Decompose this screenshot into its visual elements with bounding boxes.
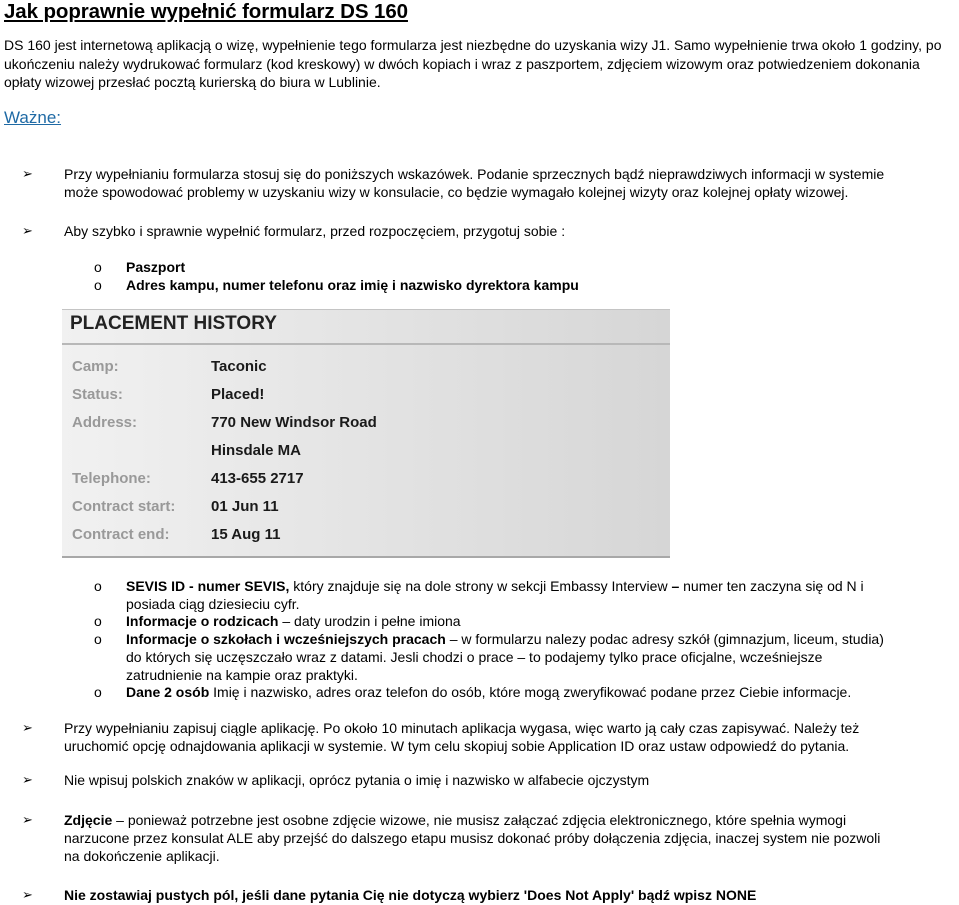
- bullet-text: Przy wypełnianiu formularza stosuj się do poniższych wskazówek. Podanie sprzecznych bądź nieprawdziwych informacji w systemie: [64, 166, 885, 182]
- circle-bullet-icon: o: [94, 684, 102, 700]
- bullet-photo: Zdjęcie – ponieważ potrzebne jest osobne zdjęcie wizowe, nie musisz załączać zdjęcia elektronicznego, które spełnia wymogi: [64, 812, 847, 828]
- status-label: Status:: [72, 386, 123, 403]
- list-item-schools-cont: do których się uczęszczało wraz z datami. Jesli chodzi o prace – to podajemy tylko prace oficjalne, wcześniejsze: [126, 649, 823, 665]
- list-item-persons: Dane 2 osób Imię i nazwisko, adres oraz telefon do osób, które mogą zweryfikować podane przez Ciebie informacje.: [126, 684, 852, 700]
- list-item: Paszport: [126, 259, 186, 275]
- bullet-text: narzucone przez konsulat ALE aby przejść do dalszego etapu musisz dokonać próby dołączenia zdjęcia, inaczej system nie pozwoli: [64, 830, 881, 846]
- arrow-bullet-icon: ➢: [22, 812, 33, 827]
- circle-bullet-icon: o: [94, 578, 102, 594]
- panel-title: PLACEMENT HISTORY: [70, 313, 277, 334]
- arrow-bullet-icon: ➢: [22, 772, 33, 787]
- bullet-text: Nie zostawiaj pustych pól, jeśli dane pytania Cię nie dotyczą wybierz 'Does Not Apply' bądź wpisz NONE: [64, 887, 757, 903]
- contract-start-value: 01 Jun 11: [211, 498, 279, 515]
- bullet-text: uruchomić opcję odnajdowania aplikacji w systemie. W tym celu skopiuj sobie Application ID oraz ustaw odpowiedź do pytania.: [64, 738, 850, 754]
- bullet-text: może spowodować problemy w uzyskaniu wizy w konsulacie, co będzie wymagało kolejnej wizyty oraz kolejnej opłaty wizowej.: [64, 184, 849, 200]
- arrow-bullet-icon: ➢: [22, 720, 33, 735]
- list-item-schools-cont: zatrudnienie na kampie oraz praktyki.: [126, 667, 358, 683]
- intro-paragraph: DS 160 jest internetową aplikacją o wizę, wypełnienie tego formularza jest niezbędne do uzyskania wizy J1. Samo wypełnienie trwa około 1 godziny, po ukończeniu należy wydrukować formularz (kod kreskowy) w dwóch kopiach i wraz z paszportem, zdjęciem wizowym oraz potwiedzeniem dokonania opłaty wizowej przesłać pocztą kurierską do biura w Lublinie.: [4, 37, 942, 90]
- arrow-bullet-icon: ➢: [22, 223, 33, 238]
- circle-bullet-icon: o: [94, 631, 102, 647]
- list-item-sevis-cont: posiada ciąg dziesieciu cyfr.: [126, 596, 300, 612]
- arrow-bullet-icon: ➢: [22, 887, 33, 902]
- panel-divider: [62, 343, 670, 345]
- bullet-text: Przy wypełnianiu zapisuj ciągle aplikację. Po około 10 minutach aplikacja wygasa, więc warto ją cały czas zapisywać. Należy też: [64, 720, 860, 736]
- page-title: Jak poprawnie wypełnić formularz DS 160: [4, 0, 408, 23]
- telephone-label: Telephone:: [72, 470, 151, 487]
- contract-end-label: Contract end:: [72, 526, 170, 543]
- important-heading: Ważne:: [4, 108, 62, 127]
- bullet-text: Nie wpisuj polskich znaków w aplikacji, oprócz pytania o imię i nazwisko w alfabecie ojczystym: [64, 772, 650, 788]
- list-item-sevis: SEVIS ID - numer SEVIS, który znajduje się na dole strony w sekcji Embassy Interview – numer ten zaczyna się od N i: [126, 578, 864, 594]
- contract-start-label: Contract start:: [72, 498, 176, 515]
- address-label: Address:: [72, 414, 138, 431]
- list-item: Adres kampu, numer telefonu oraz imię i nazwisko dyrektora kampu: [126, 277, 579, 293]
- list-item-parents: Informacje o rodzicach – daty urodzin i pełne imiona: [126, 613, 461, 629]
- address-value-line2: Hinsdale MA: [211, 442, 302, 459]
- circle-bullet-icon: o: [94, 259, 102, 275]
- status-value: Placed!: [211, 386, 265, 403]
- list-item-schools: Informacje o szkołach i wcześniejszych pracach – w formularzu nalezy podac adresy szkół (gimnazjum, liceum, studia): [126, 631, 884, 647]
- contract-end-value: 15 Aug 11: [211, 526, 281, 543]
- circle-bullet-icon: o: [94, 613, 102, 629]
- placement-history-screenshot: [62, 309, 670, 558]
- bullet-text: na dokończenie aplikacji.: [64, 848, 220, 864]
- telephone-value: 413-655 2717: [211, 470, 304, 487]
- circle-bullet-icon: o: [94, 277, 102, 293]
- camp-label: Camp:: [72, 358, 119, 375]
- address-value: 770 New Windsor Road: [211, 414, 377, 431]
- arrow-bullet-icon: ➢: [22, 166, 33, 181]
- bullet-text: Aby szybko i sprawnie wypełnić formularz, przed rozpoczęciem, przygotuj sobie :: [64, 223, 566, 239]
- camp-value: Taconic: [211, 358, 267, 375]
